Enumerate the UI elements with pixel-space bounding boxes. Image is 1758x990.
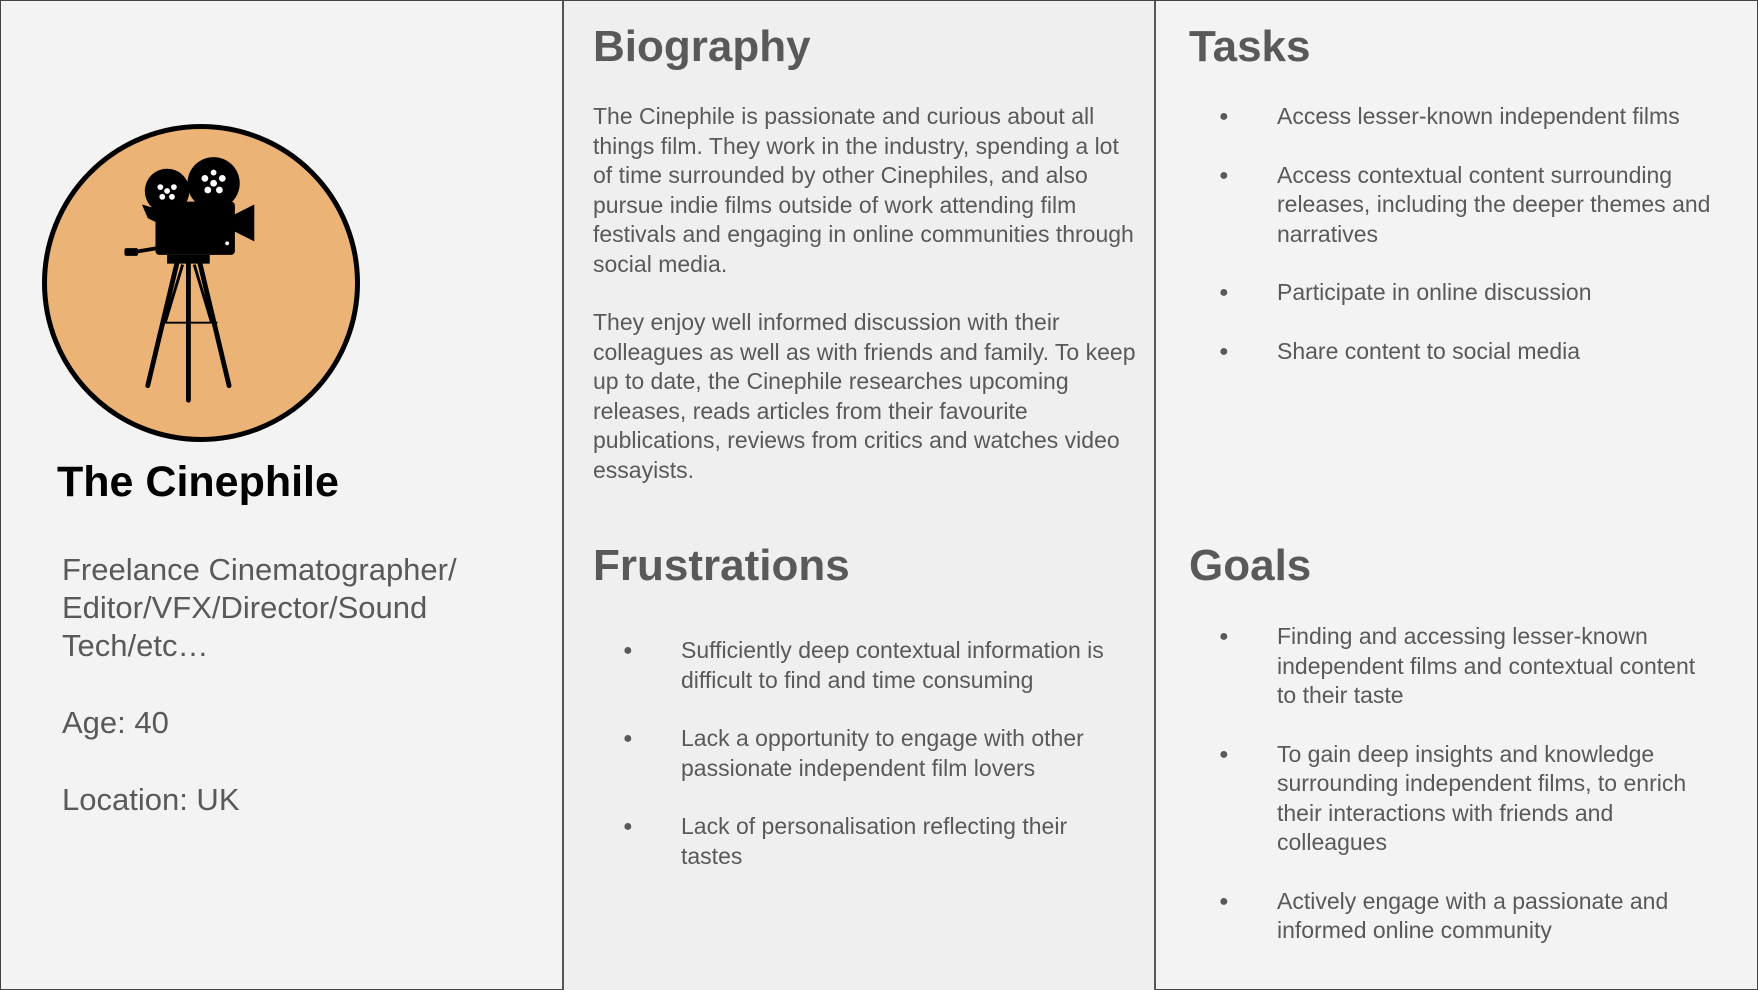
- bullet-icon: ●: [1219, 166, 1229, 184]
- list-item: [1219, 887, 1717, 946]
- list-item: [623, 636, 1131, 695]
- list-item-text: To gain deep insights and knowledge surrounding independent films, to enrich their interactions with friends and colleagues: [1277, 740, 1687, 855]
- list-item-text: Participate in online discussion: [1277, 279, 1592, 305]
- biography-paragraph: They enjoy well informed discussion with their colleagues as well as with friends and family. To keep up to date, the Cinephile researches upcoming releases, reads articles from their favourite publications, reviews from critics and watches video essayists.: [593, 309, 1136, 483]
- list-item-text: Actively engage with a passionate and informed online community: [1277, 887, 1669, 943]
- biography-heading: Biography: [593, 22, 811, 71]
- persona-name: The Cinephile: [57, 458, 339, 506]
- bullet-icon: ●: [623, 818, 633, 835]
- column-divider-right: [1154, 1, 1156, 990]
- persona-role: Freelance Cinematographer/ Editor/VFX/Director/Sound Tech/etc…: [62, 552, 457, 663]
- goals-list: [1219, 622, 1717, 975]
- persona-details: [62, 551, 522, 858]
- list-item-text: Access lesser-known independent films: [1277, 103, 1680, 129]
- avatar: [42, 124, 360, 442]
- bullet-icon: ●: [1219, 745, 1229, 763]
- biography-paragraph: The Cinephile is passionate and curious about all things film. They work in the industry, spending a lot of time surrounded by other Cinephiles, and also pursue indie films outside of work attending film festivals and engaging in online communities through social media.: [593, 103, 1134, 277]
- list-item-text: Finding and accessing lesser-known independent films and contextual content to their taste: [1277, 623, 1696, 708]
- list-item: [1219, 278, 1717, 308]
- list-item: [1219, 337, 1717, 367]
- list-item-text: Share content to social media: [1277, 337, 1581, 364]
- bullet-icon: ●: [1219, 108, 1229, 125]
- list-item: [623, 724, 1131, 783]
- list-item: [1219, 102, 1717, 132]
- biography-text: [593, 102, 1138, 514]
- bullet-icon: ●: [1219, 342, 1229, 360]
- bullet-icon: ●: [1219, 892, 1229, 910]
- frustrations-heading: Frustrations: [593, 541, 850, 590]
- list-item-text: Lack a opportunity to engage with other passionate independent film lovers: [681, 725, 1084, 781]
- list-item: [1219, 161, 1717, 250]
- list-item: [623, 812, 1131, 871]
- persona-age: Age: 40: [62, 705, 169, 740]
- bullet-icon: ●: [623, 730, 633, 747]
- tasks-list: [1219, 102, 1717, 395]
- frustrations-list: [623, 636, 1131, 900]
- goals-heading: Goals: [1189, 541, 1312, 590]
- list-item: [1219, 740, 1717, 858]
- movie-camera-icon: [47, 129, 355, 437]
- list-item: [1219, 622, 1717, 711]
- list-item-text: Access contextual content surrounding releases, including the deeper themes and narratives: [1277, 161, 1711, 247]
- persona-location: Location: UK: [62, 782, 240, 817]
- list-item-text: Sufficiently deep contextual information is difficult to find and time consuming: [681, 637, 1104, 693]
- bullet-icon: ●: [1219, 284, 1229, 301]
- column-divider-left: [562, 1, 564, 990]
- tasks-heading: Tasks: [1189, 22, 1311, 71]
- list-item-text: Lack of personalisation reflecting their tastes: [681, 813, 1068, 869]
- bullet-icon: ●: [623, 642, 633, 659]
- bullet-icon: ●: [1219, 628, 1229, 645]
